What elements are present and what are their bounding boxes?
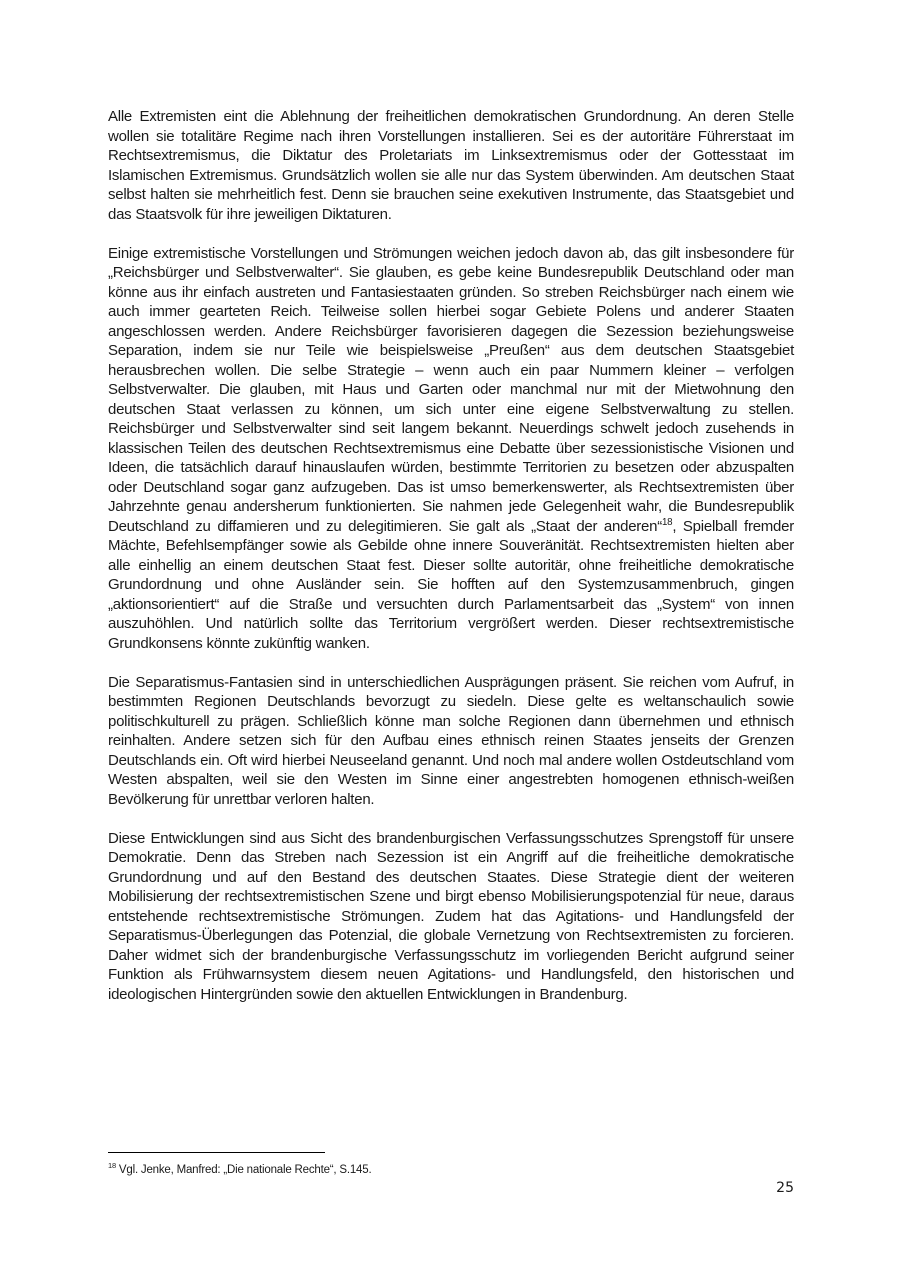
paragraph-2-text-before-ref: Einige extremistische Vorstellungen und Strömungen weichen jedoch davon ab, das gilt insbesondere für „Reichsbürger und Selbstverwalter“. Sie glauben, es gebe keine Bundesrepublik Deutschland oder man könne aus ihr einfach austreten und Fantasiestaaten gründen. So streben Reichsbürger nach einem wie auch immer gearteten Reich. Teilweise sollen hierbei sogar Gebiete Polens und anderer Staaten angeschlossen werden. Andere Reichsbürger favorisieren dagegen die Sezession beziehungsweise Separation, indem sie nur Teile wie beispielsweise „Preußen“ aus dem deutschen Staatsgebiet herausbrechen wollen. Die selbe Strategie – wenn auch ein paar Nummern kleiner – verfolgen Selbstverwalter. Die glauben, mit Haus und Garten oder manchmal nur mit der Mietwohnung den deutschen Staat verlassen zu können, um sich unter eine eigene Selbstverwaltung zu stellen. Reichsbürger und Selbstverwalter sind seit langem bekannt. Neuerdings schwelt jedoch zusehends in klassischen Teilen des deutschen Rechtsextremismus eine Debatte über sezessionistische Visionen und Ideen, die tatsächlich darauf hinauslaufen würden, bestimmte Territorien zu besetzen oder abzuspalten oder Deutschland sogar ganz aufzugeben. Das ist umso bemerkenswerter, als Rechtsextremisten über Jahrzehnte genau andersherum funktionierten. Sie nahmen jede Gelegenheit wahr, die Bundesrepublik Deutschland zu diffamieren und zu delegitimieren. Sie galt als „Staat der anderen“ xyxy=(108,244,794,535)
footnote-text: Vgl. Jenke, Manfred: „Die nationale Rechte“, S.145. xyxy=(115,1164,372,1176)
paragraph-2-text-after-ref: , Spielball fremder Mächte, Befehlsempfänger sowie als Gebilde ohne innere Souveränität. Rechtsextremisten hielten aber alle einhellig an einem deutschen Staat fest. Dieser sollte autoritär, ohne freiheitliche demokratische Grundordnung und ohne Ausländer sein. Sie hofften auf den Systemzusammenbruch, gingen „aktionsorientiert“ auf die Straße und versuchten durch Parlamentsarbeit das „System“ von innen auszuhöhlen. Und natürlich sollte das Territorium vergrößert werden. Dieser rechtsextremistische Grundkonsens könnte zukünftig wanken. xyxy=(108,517,794,652)
paragraph-4: Diese Entwicklungen sind aus Sicht des brandenburgischen Verfassungsschutzes Sprengstoff für unsere Demokratie. Denn das Streben nach Sezession ist ein Angriff auf die freiheitliche demokratische Grundordnung und auf den Bestand des deutschen Staates. Diese Strategie dient der weiteren Mobilisierung der rechtsextremistischen Szene und birgt ebenso Mobilisierungspotenzial für neue, daraus entstehende rechtsextremistische Strömungen. Zudem hat das Agitations- und Handlungsfeld der Separatismus-Überlegungen das Potenzial, die globale Vernetzung von Rechtsextremisten zu forcieren. Daher widmet sich der brandenburgische Verfassungsschutz im vorliegenden Bericht aufgrund seiner Funktion als Frühwarnsystem diesem neuen Agitations- und Handlungsfeld, den historischen und ideologischen Hintergründen sowie den aktuellen Entwicklungen in Brandenburg. xyxy=(108,829,794,1003)
paragraph-1: Alle Extremisten eint die Ablehnung der freiheitlichen demokratischen Grundordnung. An deren Stelle wollen sie totalitäre Regime nach ihren Vorstellungen installieren. Sei es der autoritäre Führerstaat im Rechtsextremismus, die Diktatur des Proletariats im Linksextremismus oder der Gottesstaat im Islamischen Extremismus. Grundsätzlich wollen sie alle nur das System überwinden. Am deutschen Staat selbst halten sie mehrheitlich fest. Denn sie brauchen seine exekutiven Instrumente, das Staatsgebiet und das Staatsvolk für ihre jeweiligen Diktaturen. xyxy=(108,108,794,223)
paragraph-2 xyxy=(108,244,794,654)
body-text xyxy=(108,107,794,1024)
paragraph-3: Die Separatismus-Fantasien sind in unterschiedlichen Ausprägungen präsent. Sie reichen vom Aufruf, in bestimmten Regionen Deutschlands bevorzugt zu siedeln. Diese gelte es weltanschaulich sowie politischkulturell zu prägen. Schließlich könne man solche Regionen dann übernehmen und ethnisch reinhalten. Andere setzen sich für den Aufbau eines ethnisch reinen Staates jenseits der Grenzen Deutschlands ein. Oft wird hierbei Neuseeland genannt. Und noch mal andere wollen Ostdeutschland vom Westen abspalten, weil sie den Westen im Sinne einer angestrebten homogenen ethnisch-weißen Bevölkerung für unrettbar verloren halten. xyxy=(108,673,794,808)
footnote-separator xyxy=(108,1152,325,1153)
footnote-number: 18 xyxy=(108,1161,116,1171)
page-number: 25 xyxy=(776,1180,794,1196)
footnote-reference[interactable]: 18 xyxy=(661,516,673,528)
footnote xyxy=(108,1163,371,1177)
